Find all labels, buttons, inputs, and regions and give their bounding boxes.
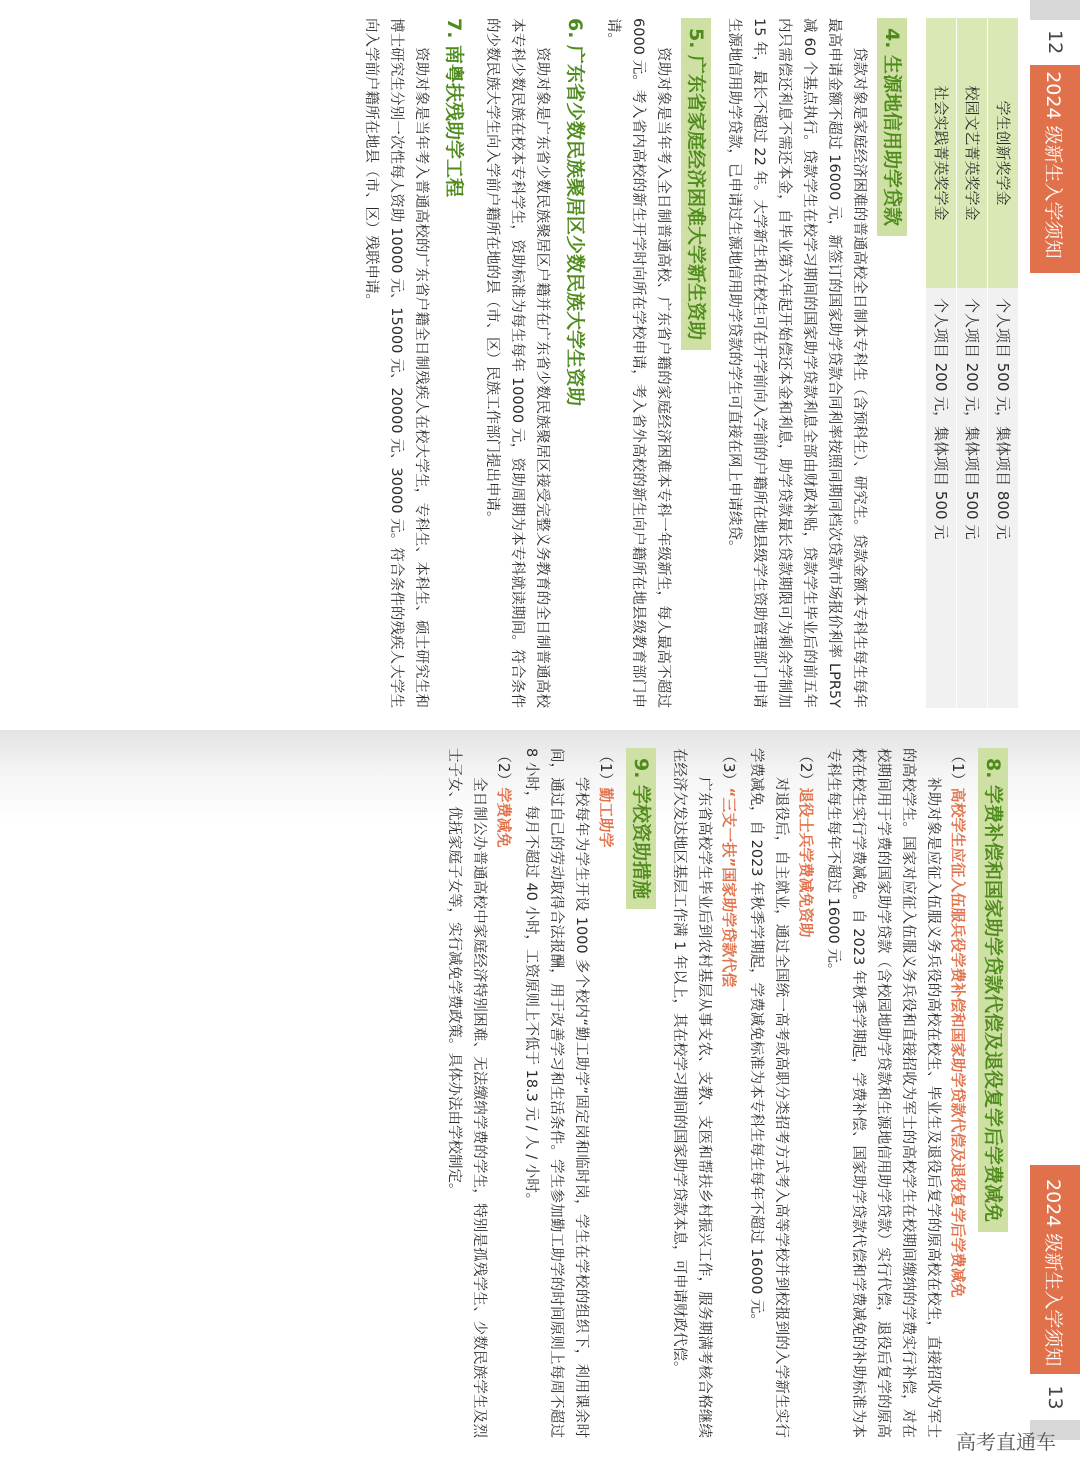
section-body: 对退役后，自主就业，通过全国统一高考或高职分类招考方式考入高等学校并到校报到的入学新生实行学费减免，自 2023 年秋季学期起，学费减免标准为本专科生每生每年不超过 16000 元。 [748,748,789,1438]
page-12 [0,0,1080,730]
page-12-content [0,0,1080,730]
section-body: 学校每年为学生开设 1000 多个校内“勤工助学”固定岗和临时岗，学生在学校的组织下，利用课余时间，通过自己的劳动取得合法报酬，用于改善学习和生活条件。学生参加勤工助学的时间原则上每周不超过 8 小时，每月不超过 40 小时，工资原则上不低于 18.3 元 / 人 / 小时。 [523,748,589,1438]
section-body: 补助对象是应征入伍服义务兵役的高校在校生、毕业生及退役后复学的原高校在校生，直接招收为军士的高校学生。国家对应征入伍服义务兵役和直接招收为军士的高校学生在校期间缴纳的学费实行补偿，对在校期间用于学费的国家助学贷款（含校园地助学贷款和生源地信用助学贷款）实行代偿，退役后复学的原高校在校生实行学费减免。自 2023 年秋季学期起，学费补偿、国家助学贷款代偿和学费减免的补助标准为本专科生每生每年不超过 16000 元。 [825,748,941,1438]
section-title: 6. 广东省少数民族聚居区少数民族大学生资助 [564,18,586,407]
page-12-header [1030,0,1080,273]
page-13-content [0,730,1080,1465]
subsection-title: （3）“三支一扶”国家助学贷款代偿 [720,748,738,988]
section-body: 贷款对象是家庭经济困难的普通高校全日制本专科生（含预科生）、研究生。贷款金额本专科生每生每年最高申请金额不超过 16000 元，新签订的国家助学贷款合同利率按照同期同档次贷款市场报价利率 LPR5Y 减 60 个基点执行。贷款学生在校学习期间的国家助学贷款利息全部由财政补贴，贷款学生毕业后的前五年内只需偿还利息不需还本金，自毕业第六年起开始偿还本金和利息，助学贷款最长贷款期限可为剩余学制加 15 年，最长不超过 22 年。大学新生和在校生可在开学前向入学前的户籍所在地县级学生资助管理部门申请生源地信用助学贷款，已申请过生源地信用助学贷款的学生可直接在网上申请续贷。 [726,18,867,708]
section-title: 4. 生源地信用助学贷款 [877,18,907,236]
section-title: 7. 南粤扶残助学工程 [443,18,465,198]
page-number: 12 [1044,30,1066,55]
watermark-text: 高考直通车 [956,1430,1056,1454]
section-title: 8. 学费补偿和国家助学贷款代偿及退役复学后学费减免 [978,748,1008,1232]
section-title: 5. 广东省家庭经济困难大学新生资助 [681,18,711,350]
section-body: 资助对象是广东省少数民族聚居区户籍并在广东省少数民族聚居区接受完整义务教育的全日制普通高校本专科少数民族在校本专科学生，资助标准为每生每年 10000 元，资助周期为本专科就读期间。符合条件的少数民族大学生向入学前户籍所在地的县（市、区）民族工作部门提出申请。 [484,18,550,708]
table-row: 学生创新奖学金 个人项目 500 元，集体项目 800 元 [988,18,1019,708]
page-number: 13 [1044,1385,1066,1410]
subsection-title: （2）学费减免 [495,748,513,848]
section-body: 资助对象是当年考入全日制普通高校、广东省户籍的家庭经济困难本专科一年级新生，每人最高不超过 6000 元。考入省内高校的新生开学时向所在学校申请，考入省外高校的新生向户籍所在地县级教育部门申请。 [605,18,671,708]
awards-table [925,18,1018,708]
section-body: 资助对象是当年考入普通高校的广东省户籍全日制残疾人在校大学生，专科生、本科生、硕士研究生和博士研究生分别一次性每人资助 10000 元、15000 元、20000 元、30000 元。符合条件的残疾人大学生向入学前户籍所在地县（市、区）残联申请。 [363,18,429,708]
section-title: 9. 学校资助措施 [626,748,656,909]
section-body: 全日制公办普通高校中家庭经济特别困难、无法缴纳学费的学生，特别是孤残学生、少数民族学生及烈士子女、优抚家庭子女等，实行减免学费政策。具体办法由学校制定。 [446,748,487,1438]
page-13 [0,730,1080,1465]
page-13-header [1030,1165,1080,1440]
header-title: 2024 级新生入学须知 [1030,64,1080,272]
header-title: 2024 级新生入学须知 [1030,1165,1080,1375]
section-body: 广东省高校学生毕业后到农村基层从事支农、支教、支医和帮扶乡村振兴工作，服务期满考核合格继续在经济欠发达地区基层工作满 1 年以上，其在校学习期间的国家助学贷款本息，可申请财政代偿。 [671,748,712,1438]
subsection-title: （1）勤工助学 [597,748,615,848]
subsection-title: （2）退役士兵学费减免资助 [797,748,815,938]
subsection-title: （1）高校学生应征入伍服兵役学费补偿和国家助学贷款代偿及退役复学后学费减免 [949,748,967,1298]
table-row: 校园文艺菁英奖学金 个人项目 200 元，集体项目 500 元 [957,18,988,708]
table-row: 社会实践菁英奖学金 个人项目 200 元，集体项目 500 元 [926,18,957,708]
page-13-body [441,748,1018,1438]
page-12-body [358,18,1018,708]
